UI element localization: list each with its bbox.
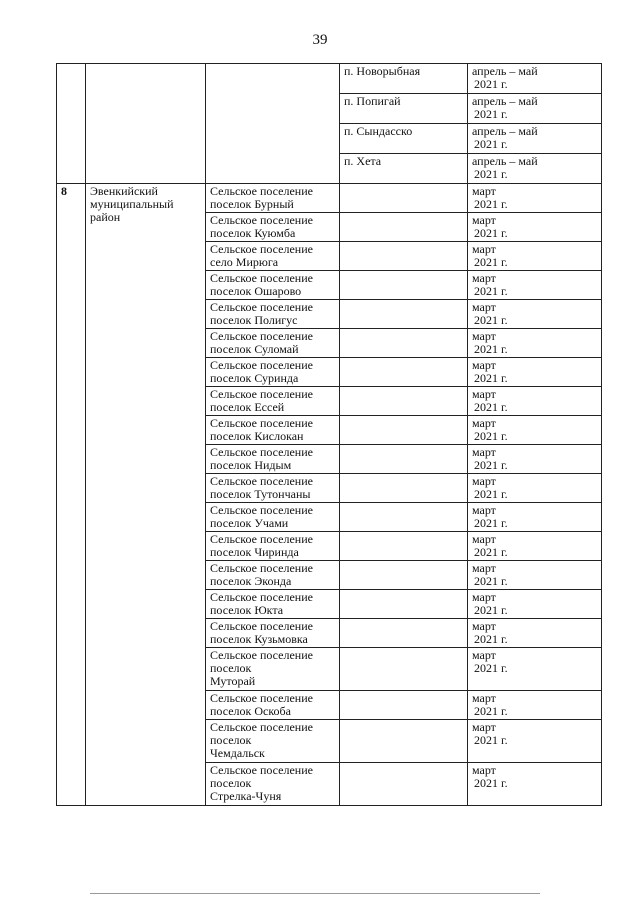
empty-settlement-cell [206,64,340,184]
settlement-line2: поселок Чиринда [210,545,299,559]
settlement-line2: поселок Ессей [210,400,285,414]
date-period: март [472,590,496,604]
date-year: 2021 г. [474,487,508,501]
settlement-cell [206,720,340,763]
settlement-line2: поселок Полигус [210,313,298,327]
settlement-cell [206,242,340,271]
settlement-line1: Сельское поселение [210,619,313,633]
date-period: март [472,300,496,314]
date-cell [468,445,602,474]
date-period: март [472,242,496,256]
date-year: 2021 г. [474,733,508,747]
table-body [57,64,602,806]
date-year: 2021 г. [474,603,508,617]
settlement-line2: поселок Тутончаны [210,487,311,501]
settlement-line2: поселок Кислокан [210,429,304,443]
empty-place-cell [340,763,468,806]
date-year: 2021 г. [474,167,508,181]
empty-place-cell [340,329,468,358]
settlement-line1: Сельское поселение [210,387,313,401]
date-cell [468,561,602,590]
district-number: 8 [57,184,86,806]
date-cell [468,300,602,329]
settlement-line2: поселок Нидым [210,458,292,472]
date-year: 2021 г. [474,661,508,675]
empty-place-cell [340,474,468,503]
settlement-cell [206,184,340,213]
settlement-cell [206,590,340,619]
settlement-cell [206,416,340,445]
settlement-cell [206,329,340,358]
settlement-line2: поселок Юкта [210,603,284,617]
empty-place-cell [340,271,468,300]
settlement-line2: поселок Эконда [210,574,292,588]
page-bottom-line [90,893,540,894]
settlement-line2: поселок [210,776,252,790]
settlement-line2: поселок Кузьмовка [210,632,308,646]
settlements-table [56,63,602,806]
settlement-cell [206,763,340,806]
settlement-line1: Сельское поселение [210,691,313,705]
date-cell [468,358,602,387]
empty-place-cell [340,416,468,445]
district-name: Эвенкийский муниципальный район [86,184,206,806]
settlement-line1: Сельское поселение [210,474,313,488]
date-cell [468,416,602,445]
settlement-line3: Чемдальск [210,746,265,760]
date-year: 2021 г. [474,458,508,472]
empty-place-cell [340,503,468,532]
settlement-cell [206,300,340,329]
settlement-line1: Сельское поселение [210,763,313,777]
date-year: 2021 г. [474,226,508,240]
date-cell [468,184,602,213]
empty-district-cell [86,64,206,184]
date-cell [468,720,602,763]
settlement-line2: село Мирюга [210,255,279,269]
settlement-cell [206,387,340,416]
settlement-cell [206,532,340,561]
settlement-line1: Сельское поселение [210,445,313,459]
date-period: март [472,416,496,430]
settlement-line1: Сельское поселение [210,213,313,227]
date-cell [468,590,602,619]
date-cell [468,619,602,648]
settlement-line1: Сельское поселение [210,271,313,285]
date-cell [468,329,602,358]
settlement-line2: поселок Ошарово [210,284,302,298]
place-cell: п. Попигай [340,94,468,124]
date-period: март [472,184,496,198]
empty-place-cell [340,242,468,271]
empty-place-cell [340,387,468,416]
settlement-line1: Сельское поселение [210,590,313,604]
date-cell [468,503,602,532]
date-year: 2021 г. [474,704,508,718]
settlement-cell [206,561,340,590]
empty-place-cell [340,648,468,691]
date-period: март [472,619,496,633]
date-year: 2021 г. [474,77,508,91]
date-period: март [472,213,496,227]
date-year: 2021 г. [474,574,508,588]
settlement-line1: Сельское поселение [210,648,313,662]
date-period: март [472,445,496,459]
settlement-cell [206,619,340,648]
date-cell [468,213,602,242]
date-period: март [472,648,496,662]
settlement-line1: Сельское поселение [210,532,313,546]
empty-place-cell [340,720,468,763]
date-cell [468,691,602,720]
place-cell: п. Хета [340,154,468,184]
date-cell [468,271,602,300]
date-cell [468,94,602,124]
settlement-cell [206,271,340,300]
settlement-line1: Сельское поселение [210,416,313,430]
date-year: 2021 г. [474,284,508,298]
date-year: 2021 г. [474,313,508,327]
settlement-line2: поселок Суринда [210,371,299,385]
settlement-line3: Стрелка-Чуня [210,789,282,803]
empty-place-cell [340,184,468,213]
settlement-line1: Сельское поселение [210,184,313,198]
date-period: март [472,532,496,546]
settlement-cell [206,474,340,503]
settlement-line1: Сельское поселение [210,358,313,372]
date-cell [468,474,602,503]
date-cell [468,242,602,271]
settlement-line1: Сельское поселение [210,720,313,734]
date-cell [468,124,602,154]
settlement-line2: поселок [210,661,252,675]
settlement-cell [206,648,340,691]
date-cell [468,532,602,561]
table-row [57,184,602,213]
date-year: 2021 г. [474,371,508,385]
empty-place-cell [340,358,468,387]
empty-place-cell [340,561,468,590]
date-year: 2021 г. [474,776,508,790]
date-cell [468,387,602,416]
date-year: 2021 г. [474,632,508,646]
empty-place-cell [340,619,468,648]
settlement-line3: Муторай [210,674,256,688]
empty-place-cell [340,691,468,720]
date-year: 2021 г. [474,342,508,356]
settlement-cell [206,691,340,720]
date-period: март [472,691,496,705]
settlement-cell [206,445,340,474]
settlement-cell [206,213,340,242]
date-cell [468,648,602,691]
date-cell [468,763,602,806]
date-period: март [472,329,496,343]
date-year: 2021 г. [474,545,508,559]
date-period: март [472,358,496,372]
date-period: апрель – май [472,124,538,138]
settlement-line2: поселок [210,733,252,747]
date-period: апрель – май [472,64,538,78]
date-year: 2021 г. [474,197,508,211]
settlement-cell [206,503,340,532]
date-period: март [472,720,496,734]
settlement-line2: поселок Учами [210,516,289,530]
empty-place-cell [340,300,468,329]
place-cell: п. Новорыбная [340,64,468,94]
date-period: март [472,503,496,517]
empty-place-cell [340,590,468,619]
date-year: 2021 г. [474,255,508,269]
date-year: 2021 г. [474,429,508,443]
date-year: 2021 г. [474,137,508,151]
empty-place-cell [340,445,468,474]
date-period: апрель – май [472,154,538,168]
date-period: апрель – май [472,94,538,108]
date-cell [468,154,602,184]
page-number: 39 [312,32,328,48]
empty-num-cell [57,64,86,184]
date-period: март [472,271,496,285]
date-period: март [472,763,496,777]
settlement-line1: Сельское поселение [210,242,313,256]
settlement-line1: Сельское поселение [210,329,313,343]
settlement-line2: поселок Оскоба [210,704,291,718]
date-cell [468,64,602,94]
settlement-line1: Сельское поселение [210,561,313,575]
settlement-line2: поселок Бурный [210,197,294,211]
date-period: март [472,561,496,575]
settlement-line1: Сельское поселение [210,503,313,517]
place-cell: п. Сындасско [340,124,468,154]
settlement-line2: поселок Суломай [210,342,299,356]
table-row [57,64,602,94]
settlement-cell [206,358,340,387]
date-year: 2021 г. [474,400,508,414]
empty-place-cell [340,532,468,561]
settlement-line2: поселок Куюмба [210,226,296,240]
date-year: 2021 г. [474,516,508,530]
date-period: март [472,387,496,401]
date-year: 2021 г. [474,107,508,121]
date-period: март [472,474,496,488]
empty-place-cell [340,213,468,242]
settlement-line1: Сельское поселение [210,300,313,314]
